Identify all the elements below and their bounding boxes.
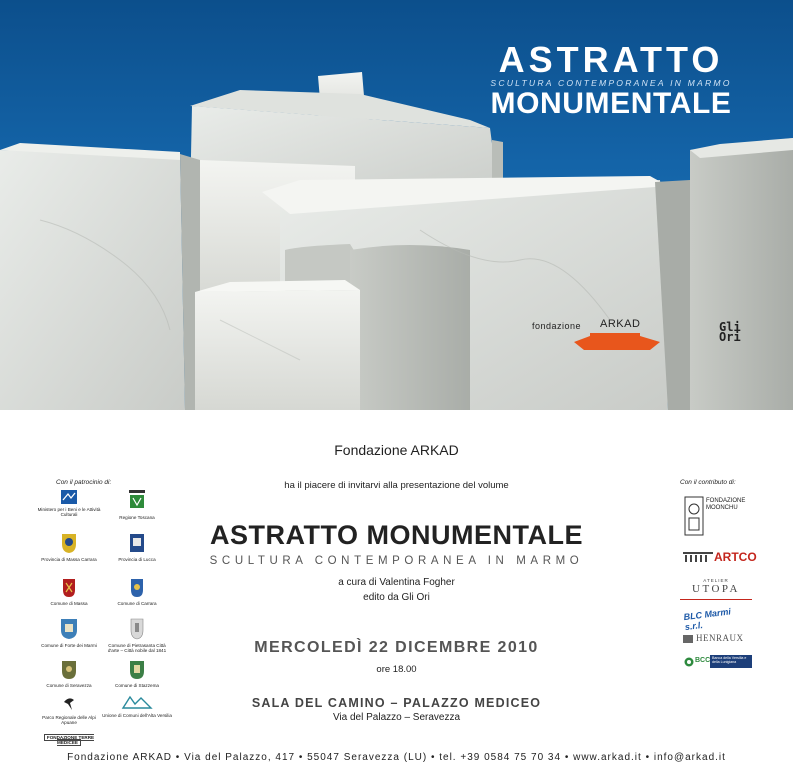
patron-provincia-massa-carrara: Provincia di Massa Carrara [34, 532, 104, 562]
bcc-logo-icon [684, 657, 694, 667]
event-date: MERCOLEDÌ 22 DICEMBRE 2010 [254, 639, 539, 656]
sponsor-moonchu: FONDAZIONE MOONCHU [680, 494, 752, 540]
patronage-heading: Con il patrocinio di: [56, 479, 112, 486]
arkad-mark-icon [570, 330, 664, 352]
gli-ori-logo: Gli Ori [719, 320, 741, 344]
hero-title-line2: MONUMENTALE [490, 87, 732, 120]
event-address: Via del Palazzo – Seravezza [332, 712, 461, 723]
event-time: ore 18.00 [376, 664, 417, 675]
massa-carrara-crest-icon [61, 532, 77, 554]
arkad-logo-name: ARKAD [600, 318, 641, 330]
foundation-name: Fondazione ARKAD [334, 442, 459, 458]
patron-comune-massa: Comune di Massa [34, 578, 104, 606]
moonchu-logo-icon [684, 496, 704, 536]
stazzema-crest-icon [129, 660, 145, 680]
patron-forte-dei-marmi: Comune di Forte dei Marmi [34, 616, 104, 648]
book-title: ASTRATTO MONUMENTALE [210, 520, 583, 550]
sponsor-artco: ARTCO [680, 549, 752, 565]
massa-crest-icon [62, 578, 76, 598]
event-venue: SALA DEL CAMINO – PALAZZO MEDICEO [251, 696, 542, 710]
artco-building-icon [683, 552, 713, 562]
contributors-heading: Con il contributo di: [680, 479, 736, 486]
footer-contact-line: Fondazione ARKAD • Via del Palazzo, 417 • 55047 Seravezza (LU) • tel. +39 0584 75 70 34 • www.arkad.it • info@arkad.it [67, 752, 726, 763]
fondazione-arkad-logo [532, 316, 682, 356]
regione-toscana-logo-icon [129, 490, 145, 512]
alta-versilia-logo-icon [121, 694, 153, 710]
patron-terre-medicee: FONDAZIONE TERRE MEDICEE [34, 735, 104, 746]
henraux-mark-icon [683, 635, 693, 643]
sponsor-bcc-versilia: BCC Banca della Versilia e della Lunigiana [680, 654, 752, 670]
patron-comune-seravezza: Comune di Seravezza [34, 660, 104, 688]
hero-subtitle: SCULTURA CONTEMPORANEA IN MARMO [490, 78, 732, 88]
book-subtitle: SCULTURA CONTEMPORANEA IN MARMO [209, 555, 584, 567]
patron-alta-versilia: Unione di Comuni dell'Alta Versilia [102, 694, 172, 718]
carrara-crest-icon [130, 578, 144, 598]
patron-parco-alpi-apuane: Parco Regionale delle Alpi Apuane [34, 694, 104, 726]
patron-ministero: Ministero per i Beni e le Attività Culturali [34, 490, 104, 518]
hero-title-line1: ASTRATTO [498, 39, 724, 80]
patron-comune-carrara: Comune di Carrara [102, 578, 172, 606]
patron-comune-stazzema: Comune di Stazzema [102, 660, 172, 688]
sponsor-utopa: ATELIER UTOPA [680, 578, 752, 600]
curator-credit: a cura di Valentina Fogher [338, 577, 455, 588]
sponsor-henraux: HENRAUX [680, 632, 752, 648]
pietrasanta-crest-icon [129, 616, 145, 640]
seravezza-crest-icon [61, 660, 77, 680]
sponsor-blc-marmi: BLC Marmi s.r.l. [683, 606, 732, 633]
ministero-logo-icon [61, 490, 77, 504]
patron-regione-toscana: Regione Toscana [102, 490, 172, 520]
publisher-credit: edito da Gli Ori [363, 592, 430, 603]
patron-provincia-lucca: Provincia di Lucca [102, 532, 172, 562]
arkad-logo-prefix: fondazione [532, 321, 582, 331]
patron-pietrasanta: Comune di Pietrasanta Città d'arte – Città nobile dal 1841 [102, 616, 172, 654]
invitation-text: ha il piacere di invitarvi alla presentazione del volume [284, 480, 509, 491]
lucca-crest-icon [129, 532, 145, 554]
forte-dei-marmi-crest-icon [58, 616, 80, 640]
bird-logo-icon [62, 694, 76, 712]
